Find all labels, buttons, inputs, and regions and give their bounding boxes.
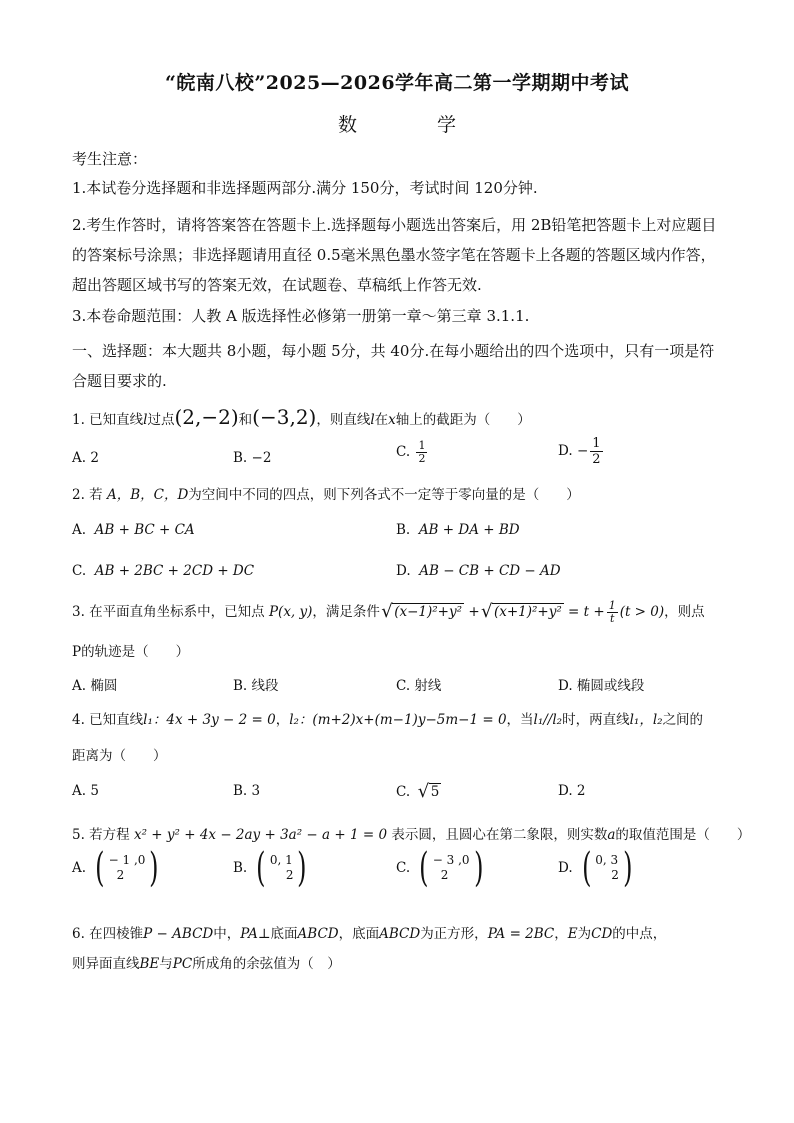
question-3: [72, 600, 705, 625]
interval-top: 0, 3: [595, 853, 619, 867]
minus-sign: −: [576, 443, 589, 459]
q4-line-2: 距离为（ ）: [72, 748, 167, 764]
option-value: −2: [251, 450, 272, 466]
q1-line-l: l: [143, 412, 148, 428]
q4-text: 4. 已知直线: [72, 712, 144, 728]
option-label: B.: [233, 450, 248, 466]
option-label: B.: [233, 860, 248, 876]
q2-option-c: [72, 563, 254, 579]
q4-option-c: [396, 783, 441, 800]
option-label: D.: [396, 563, 411, 579]
question-1: [72, 405, 531, 429]
option-value: AB + DA + BD: [418, 522, 520, 538]
q4-text: 时，两直线: [562, 712, 630, 728]
q6-pyramid: P − ABCD: [143, 926, 214, 942]
interval-bottom: 2: [440, 868, 449, 882]
q5-equation: x² + y² + 4x − 2ay + 3a² − a + 1 = 0: [133, 827, 388, 843]
subject-char-1: 数: [337, 114, 357, 136]
q4-line-l2-eq: ：(m+2)x+(m−1)y−5m−1 = 0: [298, 712, 507, 728]
q2-text: 2. 若: [72, 487, 103, 503]
q6-segment-pc: PC: [172, 956, 193, 972]
q4-parallel: l₁//l₂: [533, 712, 563, 728]
q6-base: ABCD: [297, 926, 339, 942]
q5-text: 表示圆，且圆心在第二象限，则实数: [391, 827, 608, 843]
q4-text: ，: [275, 712, 290, 728]
frac-den: t: [609, 612, 615, 625]
option-value: AB + BC + CA: [94, 522, 195, 538]
notice-item-3: 3.本卷命题范围：人教 A 版选择性必修第一册第一章～第三章 3.1.1.: [72, 307, 530, 325]
q4-lines: l₁，l₂: [629, 712, 663, 728]
q6-line-2: [72, 952, 341, 972]
q2-points: A，B，C，D: [106, 487, 189, 503]
q5-text: 的取值范围是（ ）: [615, 827, 751, 843]
notice-heading: 考生注意：: [72, 150, 148, 168]
q1-option-a: A. 2: [72, 450, 99, 466]
q3-text: 3. 在平面直角坐标系中，已知点: [72, 604, 265, 620]
q4-line-l1: l₁: [143, 712, 153, 728]
q3-condition: (t > 0): [619, 604, 665, 620]
q4-line-l1-eq: ：4x + 3y − 2 = 0: [152, 712, 276, 728]
q3-text: ，则点: [664, 604, 705, 620]
option-label: B.: [396, 522, 411, 538]
q3-plus: +: [468, 604, 480, 620]
q6-text: 中，: [213, 926, 241, 942]
q6-text: 为: [577, 926, 592, 942]
q4-line-l2: l₂: [289, 712, 299, 728]
q6-text: ，底面: [338, 926, 380, 942]
q2-option-b: [396, 522, 520, 538]
notice-item-2: 2.考生作答时，请将答案答在答题卡上.选择题每小题选出答案后，用 2B铅笔把答题卡上对应题目的答案标号涂黑；非选择题请用直径 0.5毫米黑色墨水签字笔在答题卡上各题的答题区域内作答，超出答题区域书写的答案无效，在试题卷、草稿纸上作答无效.: [72, 216, 717, 294]
q1-text: 在: [374, 412, 389, 428]
q4-option-d: D. 2: [558, 783, 586, 799]
q3-option-d: D. 椭圆或线段: [558, 678, 645, 694]
frac-num: 1: [418, 439, 426, 452]
q4-text: ，当: [506, 712, 534, 728]
q5-text: 5. 若方程: [72, 827, 130, 843]
q5-option-a: A. ( − 1 ,0 2 ): [72, 845, 159, 891]
frac-num: 1: [592, 436, 601, 451]
frac-num: 1: [608, 599, 616, 612]
q6-text: ，: [554, 926, 568, 942]
q4-option-b: B. 3: [233, 783, 261, 799]
option-label: D.: [558, 443, 573, 459]
q6-base: ABCD: [379, 926, 421, 942]
q2-option-d: [396, 563, 561, 579]
subject-heading: [0, 110, 794, 137]
q3-option-a: A. 椭圆: [72, 678, 118, 694]
question-4: [72, 708, 703, 728]
q6-text: 与: [159, 956, 173, 972]
q3-option-b: B. 线段: [233, 678, 279, 694]
q1-axis-x: x: [388, 412, 396, 428]
q5-option-b: B. ( 0, 1 2 ): [233, 845, 307, 891]
frac-den: 2: [418, 452, 426, 465]
option-value: AB − CB + CD − AD: [419, 563, 561, 579]
q1-text: ，则直线: [316, 412, 371, 428]
q6-text: 所成角的余弦值为（ ）: [192, 956, 341, 972]
option-label: C.: [396, 444, 411, 460]
q6-segment-be: BE: [139, 956, 160, 972]
q1-text: 和: [238, 412, 253, 428]
q6-text: 6. 在四棱锥: [72, 926, 144, 942]
q1-point-2: (−3,2): [252, 405, 317, 429]
q1-point-1: (2,−2): [174, 405, 239, 429]
question-5: [72, 823, 750, 843]
q4-option-a: A. 5: [72, 783, 99, 799]
exam-title: “皖南八校”2025—2026学年高二第一学期期中考试: [164, 72, 630, 94]
interval-top: 0, 1: [269, 853, 293, 867]
section-1-intro: 一、选择题：本大题共 8小题，每小题 5分，共 40分.在每小题给出的四个选项中，只有一项是符合题目要求的.: [72, 342, 715, 390]
q2-text: 为空间中不同的四点，则下列各式不一定等于零向量的是（ ）: [188, 487, 580, 503]
q1-text: 过点: [147, 412, 175, 428]
option-label: D.: [558, 860, 573, 876]
q3-point-p: P(x, y): [268, 604, 313, 620]
subject-char-2: 学: [437, 114, 457, 136]
option-label: C.: [72, 563, 87, 579]
q3-option-c: C. 射线: [396, 678, 442, 694]
q6-relation: PA = 2BC: [487, 926, 555, 942]
option-label: C.: [396, 860, 411, 876]
q6-text: 的中点，: [612, 926, 667, 942]
q6-text: ⊥底面: [257, 926, 298, 942]
option-label: A.: [72, 860, 87, 876]
option-label: C.: [396, 784, 411, 800]
q6-segment-cd: CD: [591, 926, 613, 942]
q6-segment-pa: PA: [240, 926, 258, 942]
q1-option-d: [558, 436, 605, 467]
q6-text: 为正方形，: [420, 926, 488, 942]
interval-bottom: 2: [116, 868, 125, 882]
q2-option-a: [72, 522, 195, 538]
q5-option-d: D. ( 0, 3 2 ): [558, 845, 633, 891]
q3-radical-2: √ (x+1)²+y²: [492, 603, 564, 620]
q3-eq: = t +: [568, 604, 605, 620]
option-value: AB + 2BC + 2CD + DC: [94, 563, 255, 579]
interval-top: − 1 ,0: [108, 853, 146, 867]
interval-bottom: 2: [611, 868, 619, 882]
frac-den: 2: [592, 452, 601, 467]
q3-text: ，满足条件: [312, 604, 380, 620]
option-value: √ 5: [429, 783, 442, 800]
q6-text: 则异面直线: [72, 956, 140, 972]
interval-bottom: 2: [285, 868, 294, 882]
q1-text: 轴上的截距为（ ）: [395, 412, 531, 428]
q1-text: 1. 已知直线: [72, 412, 144, 428]
q3-radical-1: √ (x−1)²+y²: [392, 603, 464, 620]
notice-item-1: 1.本试卷分选择题和非选择题两部分.满分 150分，考试时间 120分钟.: [72, 179, 538, 197]
q1-option-b: [233, 450, 271, 466]
q4-text: 之间的: [662, 712, 704, 728]
q3-line-2: P的轨迹是（ ）: [72, 644, 190, 660]
question-6: [72, 922, 666, 942]
q5-var-a: a: [607, 827, 616, 843]
q6-point-e: E: [567, 926, 578, 942]
q1-option-c: [396, 440, 429, 465]
option-label: A.: [72, 522, 87, 538]
q5-option-c: C. ( − 3 ,0 2 ): [396, 845, 484, 891]
question-2: [72, 483, 580, 503]
interval-top: − 3 ,0: [432, 853, 470, 867]
q1-line-l: l: [370, 412, 375, 428]
